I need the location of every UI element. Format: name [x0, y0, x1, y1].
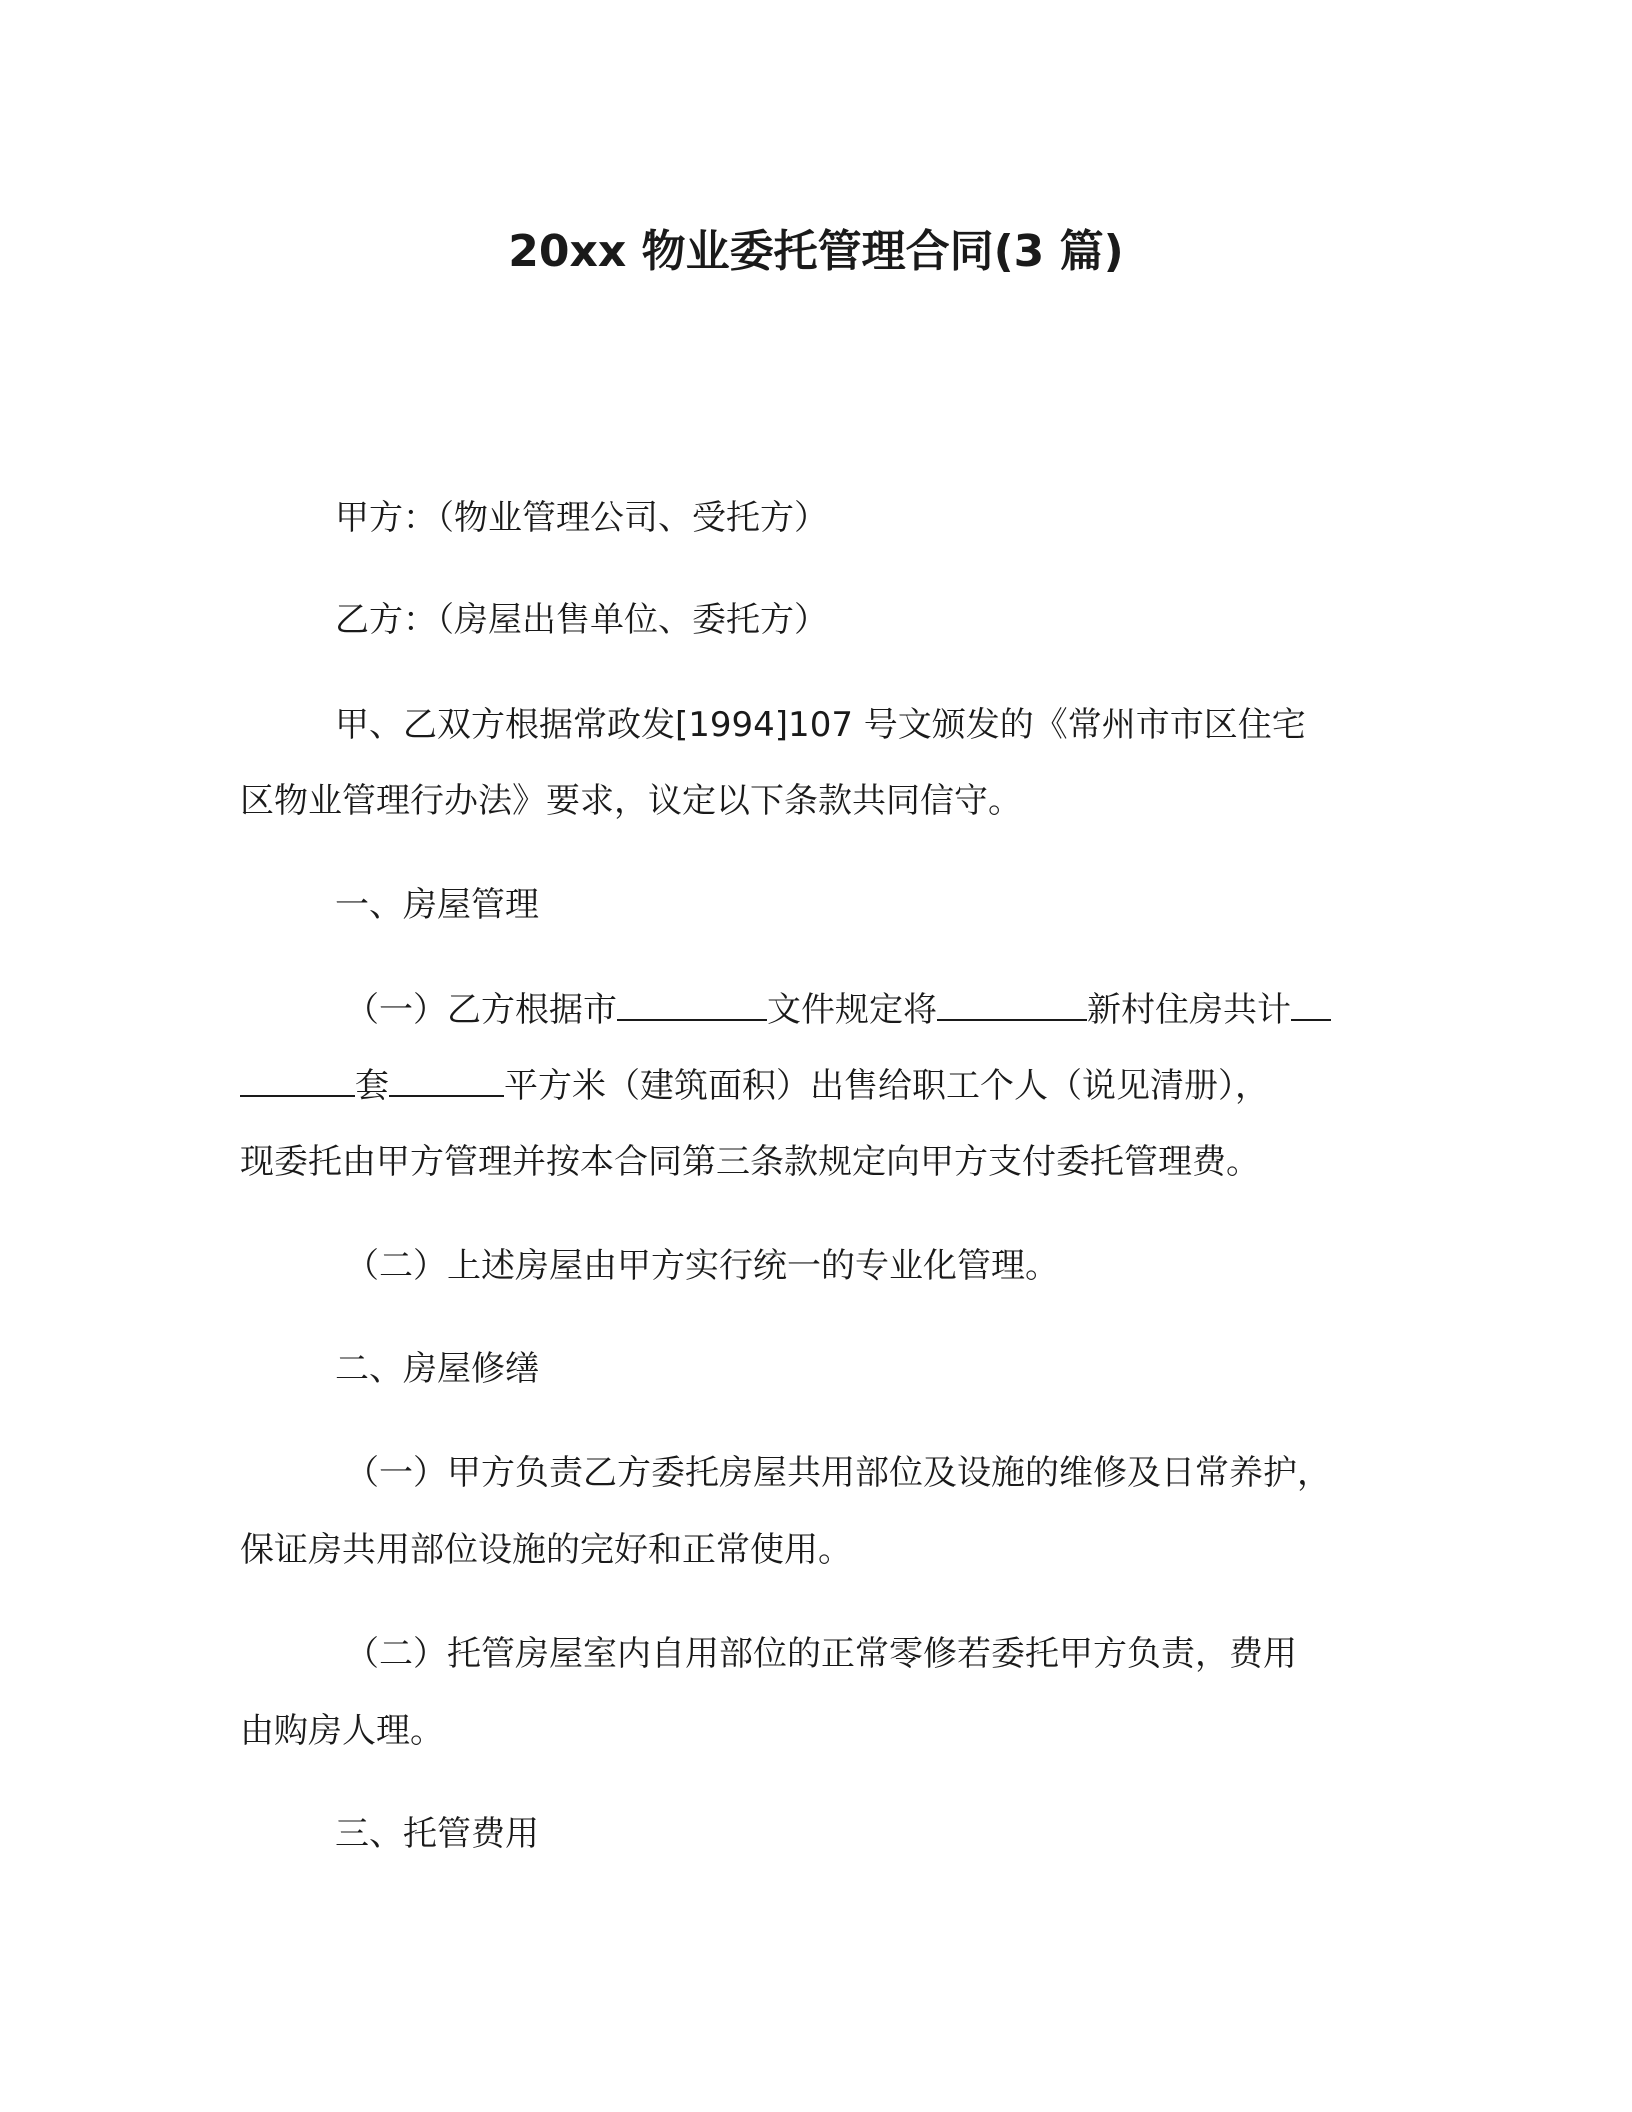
s1-item1-text-b: 文件规定将 [767, 990, 937, 1030]
document-title: 20xx 物业委托管理合同(3 篇) [508, 226, 1124, 277]
section-3-heading: 三、托管费用 [335, 1814, 539, 1854]
s1-item1-text-d: 套 [355, 1066, 389, 1106]
party-b-line: 乙方：（房屋出售单位、委托方） [335, 600, 828, 640]
s1-item1-text-c: 新村住房共计 [1087, 990, 1291, 1030]
area-blank [389, 1061, 504, 1097]
city-blank [617, 985, 767, 1021]
s2-item1-line1: （一）甲方负责乙方委托房屋共用部位及设施的维修及日常养护， [345, 1453, 1331, 1493]
s2-item2-line1: （二）托管房屋室内自用部位的正常零修若委托甲方负责，费用 [345, 1634, 1297, 1674]
s1-item1-line3: 现委托由甲方管理并按本合同第三条款规定向甲方支付委托管理费。 [240, 1142, 1260, 1182]
s1-item2: （二）上述房屋由甲方实行统一的专业化管理。 [345, 1246, 1059, 1286]
s2-item2-line2: 由购房人理。 [240, 1711, 444, 1751]
s1-item1-text-e: 平方米（建筑面积）出售给职工个人（说见清册）， [504, 1066, 1269, 1106]
intro-line-1: 甲、乙双方根据常政发[1994]107 号文颁发的《常州市市区住宅 [335, 705, 1306, 745]
s1-item1-line2 [240, 1061, 1269, 1109]
s1-item1-text-a: （一）乙方根据市 [345, 990, 617, 1030]
section-2-heading: 二、房屋修缮 [335, 1349, 539, 1389]
section-1-heading: 一、房屋管理 [335, 885, 539, 925]
s1-item1-line1 [345, 985, 1331, 1033]
units-blank-start [1291, 985, 1331, 1021]
intro-line-2: 区物业管理行办法》要求，议定以下条款共同信守。 [240, 781, 1022, 821]
units-blank-end [240, 1061, 355, 1097]
village-blank [937, 985, 1087, 1021]
party-a-line: 甲方：（物业管理公司、受托方） [335, 498, 828, 538]
s2-item1-line2: 保证房共用部位设施的完好和正常使用。 [240, 1530, 852, 1570]
